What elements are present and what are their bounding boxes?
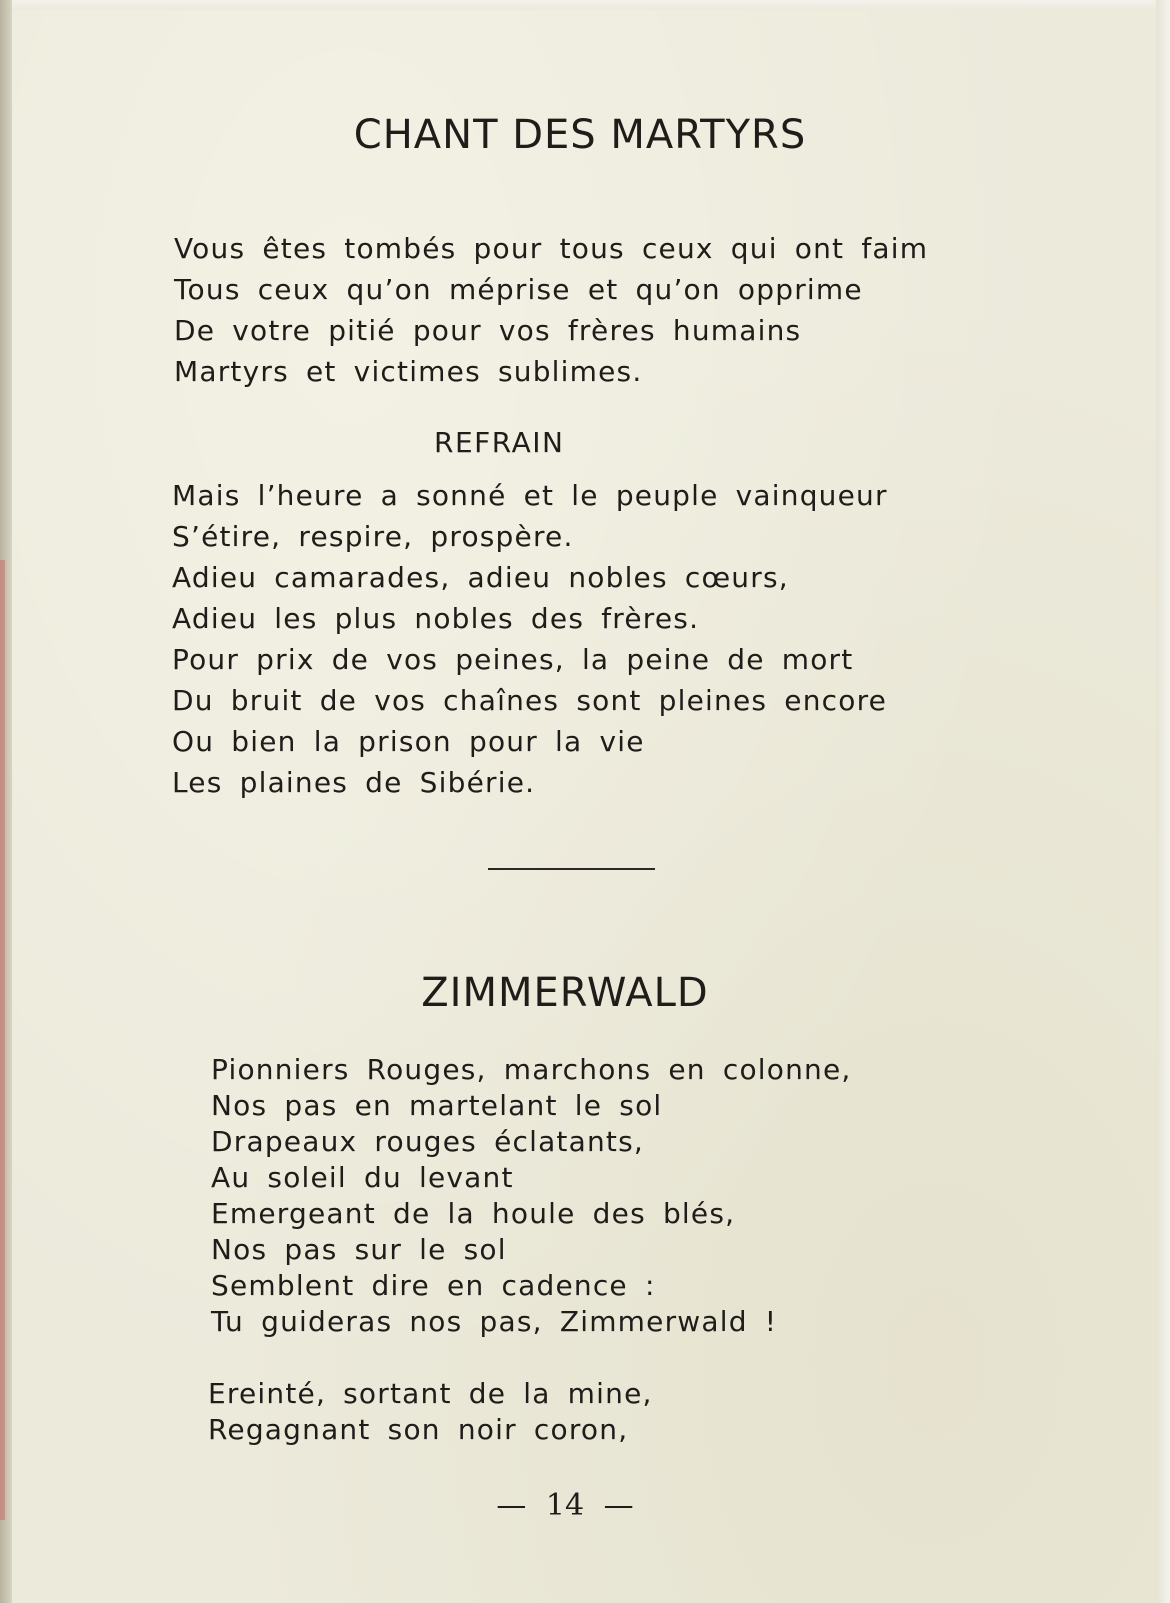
verse-line: Nos pas sur le sol bbox=[211, 1233, 507, 1266]
verse-line: Du bruit de vos chaînes sont pleines encore bbox=[172, 684, 888, 717]
verse-line: De votre pitié pour vos frères humains bbox=[174, 314, 802, 347]
refrain-heading: REFRAIN bbox=[434, 426, 565, 459]
section-divider bbox=[488, 868, 655, 870]
page-number: — 14 — bbox=[496, 1488, 634, 1523]
zimmerwald-stanza-1 bbox=[211, 1052, 852, 1340]
chant-des-martyrs-stanza bbox=[174, 228, 928, 392]
verse-line: Semblent dire en cadence : bbox=[211, 1269, 656, 1302]
verse-line: Pionniers Rouges, marchons en colonne, bbox=[211, 1053, 852, 1086]
verse-line: Emergeant de la houle des blés, bbox=[211, 1197, 736, 1230]
verse-line: Pour prix de vos peines, la peine de mort bbox=[172, 643, 854, 676]
verse-line: Drapeaux rouges éclatants, bbox=[211, 1125, 644, 1158]
verse-line: Vous êtes tombés pour tous ceux qui ont faim bbox=[174, 232, 929, 265]
verse-line: Mais l’heure a sonné et le peuple vainqueur bbox=[172, 479, 888, 512]
chant-des-martyrs-refrain bbox=[172, 475, 888, 803]
song-title-zimmerwald: ZIMMERWALD bbox=[421, 970, 709, 1016]
page-top-edge bbox=[0, 0, 1170, 10]
page-right-edge bbox=[1156, 0, 1170, 1603]
song-title-chant-des-martyrs: CHANT DES MARTYRS bbox=[353, 112, 807, 158]
verse-line: Nos pas en martelant le sol bbox=[211, 1089, 663, 1122]
verse-line: Ereinté, sortant de la mine, bbox=[208, 1377, 653, 1410]
verse-line: Ou bien la prison pour la vie bbox=[172, 725, 645, 758]
verse-line: Au soleil du levant bbox=[211, 1161, 514, 1194]
verse-line: Tous ceux qu’on méprise et qu’on opprime bbox=[174, 273, 863, 306]
verse-line: Tu guideras nos pas, Zimmerwald ! bbox=[211, 1305, 778, 1338]
verse-line: Regagnant son noir coron, bbox=[208, 1413, 629, 1446]
verse-line: Adieu les plus nobles des frères. bbox=[172, 602, 700, 635]
verse-line: Adieu camarades, adieu nobles cœurs, bbox=[172, 561, 789, 594]
zimmerwald-stanza-2 bbox=[208, 1376, 653, 1448]
verse-line: Martyrs et victimes sublimes. bbox=[174, 355, 643, 388]
page-binding-edge bbox=[0, 0, 12, 1603]
verse-line: Les plaines de Sibérie. bbox=[172, 766, 536, 799]
verse-line: S’étire, respire, prospère. bbox=[172, 520, 574, 553]
